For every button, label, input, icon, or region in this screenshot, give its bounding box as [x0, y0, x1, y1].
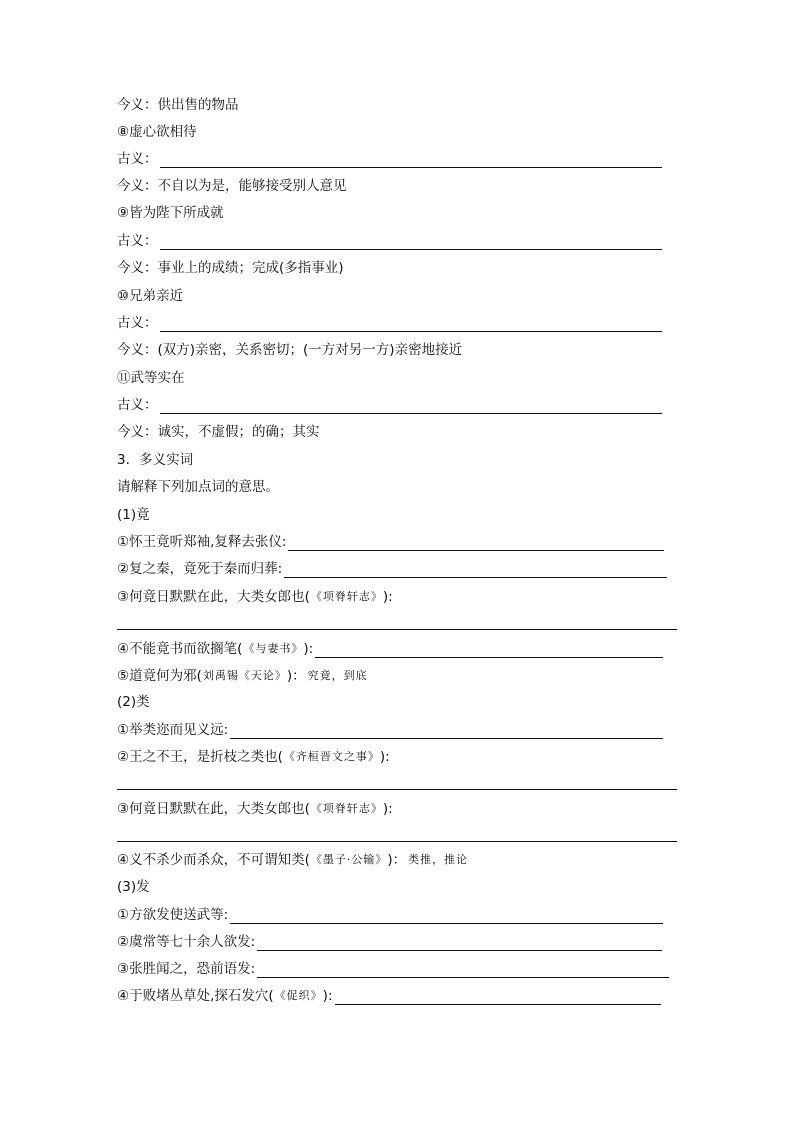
text: ):	[303, 641, 314, 657]
text: )：	[286, 668, 306, 684]
text: 请解释下列加点词的意思。	[117, 479, 279, 495]
fa-item-4	[117, 987, 661, 1005]
text: ①举类迩而见义远:	[117, 722, 229, 738]
text: ):	[322, 988, 333, 1004]
phrase-9	[117, 204, 224, 222]
text: ⑧虚心欲相待	[117, 124, 197, 140]
answer-blank[interactable]	[230, 724, 663, 739]
lei-item-3	[117, 800, 393, 818]
text: (2)类	[117, 694, 150, 710]
text: ③何竟日默默在此，大类女郎也(	[117, 589, 310, 605]
text: 今义：(双方)亲密，关系密切；(一方对另一方)亲密地接近	[117, 342, 463, 358]
source: 《促织》	[274, 989, 323, 1002]
text: ⑤道竟何为邪(	[117, 668, 202, 684]
modern-meaning-11	[117, 423, 320, 441]
source: 《与妻书》	[243, 642, 304, 655]
answer-blank[interactable]	[160, 317, 662, 332]
answer: 究竟，到底	[307, 669, 368, 682]
text: 3．多义实词	[117, 452, 194, 468]
text: ②虞常等七十余人欲发:	[117, 934, 256, 950]
word-lei-title	[117, 693, 150, 711]
label: 古义：	[117, 233, 158, 249]
answer-blank[interactable]	[315, 643, 663, 658]
modern-meaning-9	[117, 259, 344, 277]
fa-item-2	[117, 933, 662, 951]
answer-blank[interactable]	[117, 789, 677, 790]
phrase-10	[117, 287, 183, 305]
jing-item-4	[117, 640, 663, 658]
word-jing-title	[117, 506, 150, 524]
text: ③张胜闻之，恐前语发:	[117, 961, 256, 977]
answer: 类推，推论	[408, 853, 469, 866]
text: )：	[387, 852, 407, 868]
answer-blank[interactable]	[288, 536, 664, 551]
ancient-meaning-8	[117, 150, 662, 168]
jing-item-1	[117, 533, 664, 551]
jing-item-3	[117, 588, 393, 606]
label: 古义：	[117, 315, 158, 331]
phrase-11	[117, 369, 185, 387]
fa-item-1	[117, 906, 663, 924]
text: 今义：不自以为是，能够接受别人意见	[117, 178, 347, 194]
jing-item-5	[117, 667, 368, 685]
text: 今义：事业上的成绩；完成(多指事业)	[117, 260, 344, 276]
text: ③何竟日默默在此，大类女郎也(	[117, 801, 310, 817]
text: ):	[379, 749, 390, 765]
text: ⑨皆为陛下所成就	[117, 205, 224, 221]
fa-item-3	[117, 960, 669, 978]
source: 《项脊轩志》	[310, 802, 383, 815]
modern-meaning-8	[117, 177, 347, 195]
lei-item-4	[117, 851, 468, 869]
text: ④义不杀少而杀众，不可谓知类(	[117, 852, 310, 868]
source: 刘禹锡《天论》	[202, 669, 287, 682]
lei-item-1	[117, 721, 663, 739]
answer-blank[interactable]	[160, 235, 662, 250]
text: ④不能竟书而欲搁笔(	[117, 641, 243, 657]
text: 今义：诚实，不虚假；的确；其实	[117, 424, 320, 440]
phrase-8	[117, 123, 197, 141]
text: ②复之秦，竟死于秦而归葬:	[117, 561, 283, 577]
modern-meaning-10	[117, 341, 462, 359]
text: (1)竟	[117, 507, 150, 523]
ancient-meaning-9	[117, 232, 662, 250]
section-heading	[117, 451, 193, 469]
text: ⑪武等实在	[117, 370, 185, 386]
answer-blank[interactable]	[117, 629, 677, 630]
lei-item-2	[117, 748, 390, 766]
text: 今义：供出售的物品	[117, 97, 239, 113]
answer-blank[interactable]	[230, 909, 663, 924]
source: 《墨子·公输》	[310, 853, 388, 866]
answer-blank[interactable]	[257, 963, 669, 978]
ancient-meaning-10	[117, 314, 662, 332]
text: ④于败堵丛草处,探石发穴(	[117, 988, 274, 1004]
answer-blank[interactable]	[117, 841, 677, 842]
text: ):	[382, 589, 393, 605]
jing-item-2	[117, 560, 667, 578]
answer-blank[interactable]	[160, 399, 662, 414]
answer-blank[interactable]	[284, 563, 667, 578]
answer-blank[interactable]	[335, 990, 661, 1005]
text: ):	[382, 801, 393, 817]
text: (3)发	[117, 879, 150, 895]
answer-blank[interactable]	[257, 936, 662, 951]
instruction	[117, 478, 279, 496]
modern-meaning-7	[117, 96, 239, 114]
answer-blank[interactable]	[160, 153, 662, 168]
label: 古义：	[117, 397, 158, 413]
text: ①方欲发使送武等:	[117, 907, 229, 923]
ancient-meaning-11	[117, 396, 662, 414]
source: 《齐桓晋文之事》	[283, 750, 380, 763]
text: ②王之不王，是折枝之类也(	[117, 749, 283, 765]
source: 《项脊轩志》	[310, 590, 383, 603]
word-fa-title	[117, 878, 150, 896]
label: 古义：	[117, 151, 158, 167]
text: ⑩兄弟亲近	[117, 288, 184, 304]
text: ①怀王竟听郑袖,复释去张仪:	[117, 534, 287, 550]
